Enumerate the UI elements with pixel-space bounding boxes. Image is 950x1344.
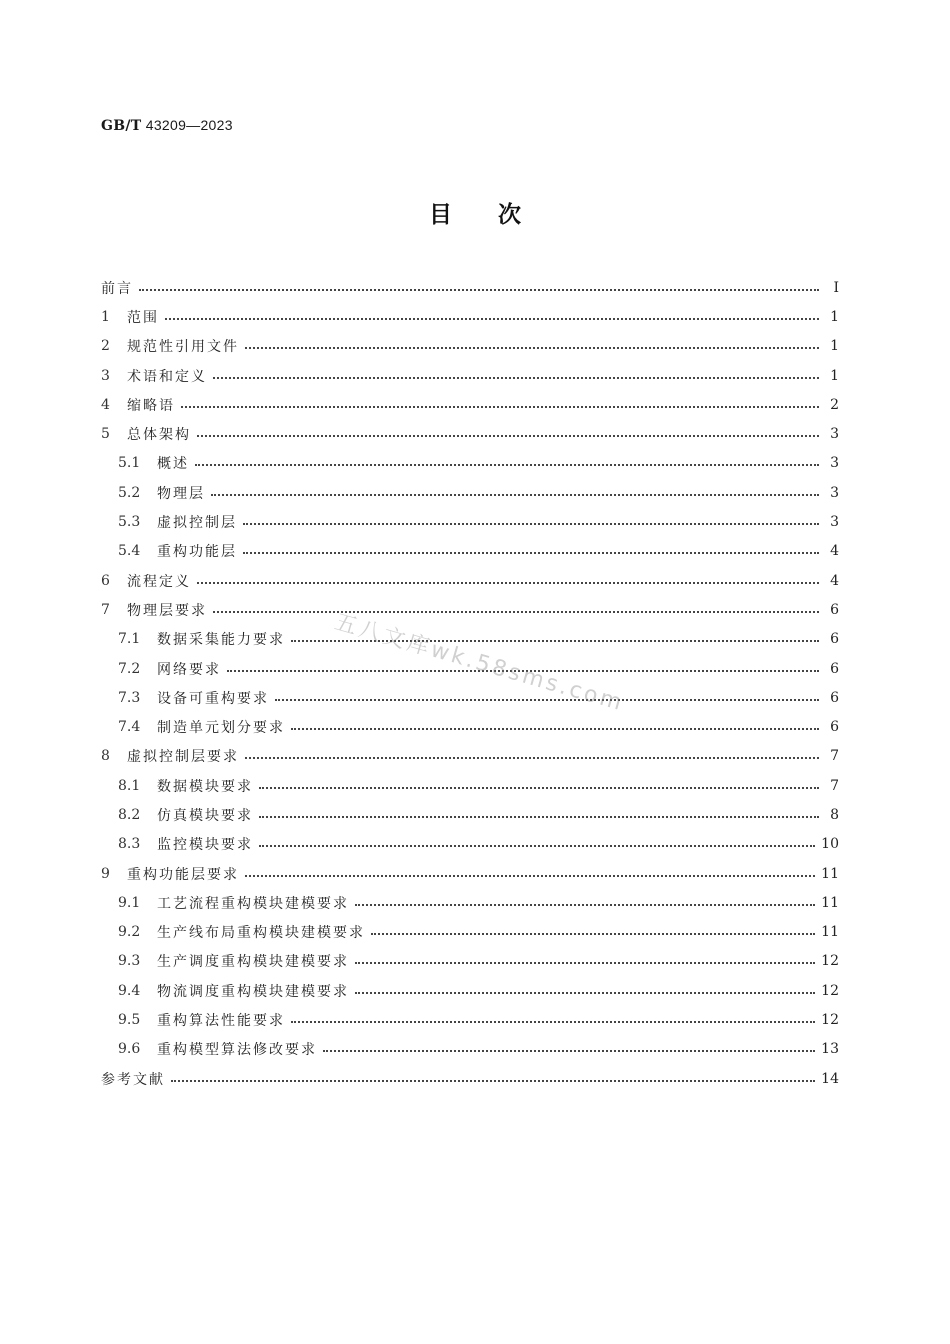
toc-entry-label: 概述	[157, 456, 189, 473]
toc-leader-dots	[165, 318, 819, 320]
toc-entry-page: Ⅰ	[833, 279, 839, 296]
toc-entry[interactable]	[101, 888, 839, 917]
toc-leader-dots	[211, 494, 819, 496]
toc-entry-number: 9.3	[118, 953, 141, 970]
toc-entry-label: 规范性引用文件	[127, 339, 239, 356]
toc-entry[interactable]	[101, 918, 839, 947]
standard-code: 43209—2023	[145, 117, 233, 133]
toc-entry-page: 3	[830, 514, 839, 531]
toc-entry-number: 8.1	[118, 777, 141, 794]
toc-leader-dots	[245, 875, 815, 877]
toc-entry-number: 5.2	[118, 484, 141, 501]
toc-entry-label: 术语和定义	[127, 368, 207, 385]
toc-entry-number: 5.3	[118, 514, 141, 531]
standard-number	[101, 117, 233, 134]
toc-entry[interactable]	[101, 742, 839, 771]
toc-entry-number: 7.2	[118, 660, 141, 677]
toc-entry-page: 4	[830, 572, 839, 589]
toc-entry[interactable]	[101, 1035, 839, 1064]
toc-leader-dots	[355, 904, 815, 906]
toc-entry[interactable]	[101, 683, 839, 712]
toc-entry-number: 8.3	[118, 836, 141, 853]
toc-entry[interactable]	[101, 332, 839, 361]
toc-entry-page: 11	[821, 924, 839, 941]
toc-entry[interactable]	[101, 449, 839, 478]
toc-entry-label: 范围	[127, 309, 159, 326]
toc-leader-dots	[291, 728, 819, 730]
toc-entry-label: 设备可重构要求	[157, 690, 269, 707]
toc-entry-label: 虚拟控制层要求	[127, 749, 239, 766]
toc-entry-number: 4	[101, 396, 110, 413]
toc-entry[interactable]	[101, 771, 839, 800]
standard-prefix: GB/T	[101, 118, 142, 134]
toc-entry[interactable]	[101, 537, 839, 566]
toc-leader-dots	[291, 1021, 815, 1023]
toc-leader-dots	[139, 289, 819, 291]
toc-entry-label: 数据采集能力要求	[157, 632, 285, 649]
toc-leader-dots	[197, 435, 819, 437]
toc-entry-label: 总体架构	[127, 427, 191, 444]
toc-entry[interactable]	[101, 273, 839, 302]
toc-entry-label: 缩略语	[127, 397, 175, 414]
toc-entry-number: 5.1	[118, 455, 141, 472]
toc-entry-number: 9.2	[118, 924, 141, 941]
toc-entry-page: 8	[830, 806, 839, 823]
toc-entry-number: 9.5	[118, 1012, 141, 1029]
toc-entry-page: 13	[821, 1041, 839, 1058]
toc-entry[interactable]	[101, 712, 839, 741]
toc-entry-label: 物流调度重构模块建模要求	[157, 983, 349, 1000]
toc-entry-page: 3	[830, 484, 839, 501]
toc-entry-page: 1	[830, 338, 839, 355]
toc-entry-label: 参考文献	[101, 1071, 165, 1088]
toc-entry-page: 1	[830, 308, 839, 325]
toc-entry-page: 11	[821, 894, 839, 911]
toc-entry[interactable]	[101, 507, 839, 536]
toc-leader-dots	[213, 611, 819, 613]
table-of-contents	[101, 273, 839, 1093]
toc-entry[interactable]	[101, 361, 839, 390]
toc-leader-dots	[259, 845, 815, 847]
page-title: 目 次	[429, 202, 521, 228]
toc-entry-number: 9.4	[118, 982, 141, 999]
toc-entry-number: 8	[101, 748, 110, 765]
toc-entry[interactable]	[101, 1005, 839, 1034]
toc-entry[interactable]	[101, 800, 839, 829]
toc-leader-dots	[243, 552, 819, 554]
toc-entry-page: 7	[830, 748, 839, 765]
toc-entry-label: 仿真模块要求	[157, 807, 253, 824]
toc-entry-page: 3	[830, 455, 839, 472]
toc-entry[interactable]	[101, 419, 839, 448]
toc-entry-number: 5	[101, 426, 110, 443]
toc-entry-page: 7	[830, 777, 839, 794]
toc-entry-number: 3	[101, 367, 110, 384]
toc-entry-page: 12	[821, 1012, 839, 1029]
toc-leader-dots	[371, 933, 815, 935]
toc-entry-number: 5.4	[118, 543, 141, 560]
toc-entry-page: 12	[821, 982, 839, 999]
toc-entry-page: 6	[830, 719, 839, 736]
toc-entry-number: 1	[101, 308, 110, 325]
toc-entry-number: 9	[101, 865, 110, 882]
toc-entry[interactable]	[101, 654, 839, 683]
toc-entry[interactable]	[101, 390, 839, 419]
toc-leader-dots	[245, 347, 819, 349]
toc-entry[interactable]	[101, 1064, 839, 1093]
toc-entry-number: 6	[101, 572, 110, 589]
toc-entry[interactable]	[101, 976, 839, 1005]
toc-entry-number: 7.3	[118, 689, 141, 706]
toc-entry[interactable]	[101, 830, 839, 859]
toc-entry-label: 虚拟控制层	[157, 515, 237, 532]
toc-entry-page: 12	[821, 953, 839, 970]
toc-entry-number: 8.2	[118, 806, 141, 823]
toc-entry[interactable]	[101, 947, 839, 976]
toc-entry-page: 6	[830, 660, 839, 677]
toc-entry[interactable]	[101, 478, 839, 507]
toc-entry-page: 4	[830, 543, 839, 560]
toc-leader-dots	[291, 640, 819, 642]
toc-entry-page: 6	[830, 601, 839, 618]
toc-entry-label: 制造单元划分要求	[157, 720, 285, 737]
toc-entry-number: 7	[101, 601, 110, 618]
toc-entry[interactable]	[101, 595, 839, 624]
toc-leader-dots	[245, 757, 819, 759]
toc-leader-dots	[243, 523, 819, 525]
toc-entry[interactable]	[101, 625, 839, 654]
toc-leader-dots	[227, 670, 819, 672]
toc-entry[interactable]	[101, 302, 839, 331]
watermark: 五八文库wk.58sms.com	[331, 609, 628, 717]
toc-entry[interactable]	[101, 566, 839, 595]
toc-entry-page: 6	[830, 631, 839, 648]
toc-leader-dots	[259, 787, 819, 789]
toc-entry-page: 3	[830, 426, 839, 443]
toc-entry-label: 监控模块要求	[157, 837, 253, 854]
toc-entry-page: 1	[830, 367, 839, 384]
toc-entry-number: 9.1	[118, 894, 141, 911]
toc-entry-label: 生产线布局重构模块建模要求	[157, 925, 365, 942]
toc-entry-label: 网络要求	[157, 661, 221, 678]
toc-leader-dots	[181, 406, 819, 408]
toc-entry-label: 物理层	[157, 485, 205, 502]
toc-leader-dots	[355, 992, 815, 994]
toc-entry-number: 2	[101, 338, 110, 355]
toc-entry-label: 前言	[101, 280, 133, 297]
toc-entry-label: 重构模型算法修改要求	[157, 1042, 317, 1059]
toc-entry-number: 7.1	[118, 631, 141, 648]
toc-leader-dots	[197, 582, 819, 584]
toc-entry-page: 2	[830, 396, 839, 413]
toc-entry-label: 重构功能层要求	[127, 866, 239, 883]
toc-leader-dots	[355, 962, 815, 964]
toc-entry-number: 9.6	[118, 1041, 141, 1058]
toc-entry-label: 生产调度重构模块建模要求	[157, 954, 349, 971]
toc-entry-number: 7.4	[118, 719, 141, 736]
toc-entry-label: 重构算法性能要求	[157, 1013, 285, 1030]
toc-leader-dots	[275, 699, 819, 701]
toc-entry-page: 14	[821, 1070, 839, 1087]
toc-entry-label: 流程定义	[127, 573, 191, 590]
toc-entry-label: 重构功能层	[157, 544, 237, 561]
toc-entry-page: 11	[821, 865, 839, 882]
toc-leader-dots	[213, 377, 819, 379]
toc-leader-dots	[323, 1050, 815, 1052]
toc-entry-label: 物理层要求	[127, 602, 207, 619]
toc-entry-page: 10	[821, 836, 839, 853]
toc-entry-page: 6	[830, 689, 839, 706]
toc-entry-label: 工艺流程重构模块建模要求	[157, 895, 349, 912]
toc-leader-dots	[171, 1080, 815, 1082]
toc-leader-dots	[259, 816, 819, 818]
toc-entry-label: 数据模块要求	[157, 778, 253, 795]
toc-leader-dots	[195, 464, 819, 466]
toc-entry[interactable]	[101, 859, 839, 888]
